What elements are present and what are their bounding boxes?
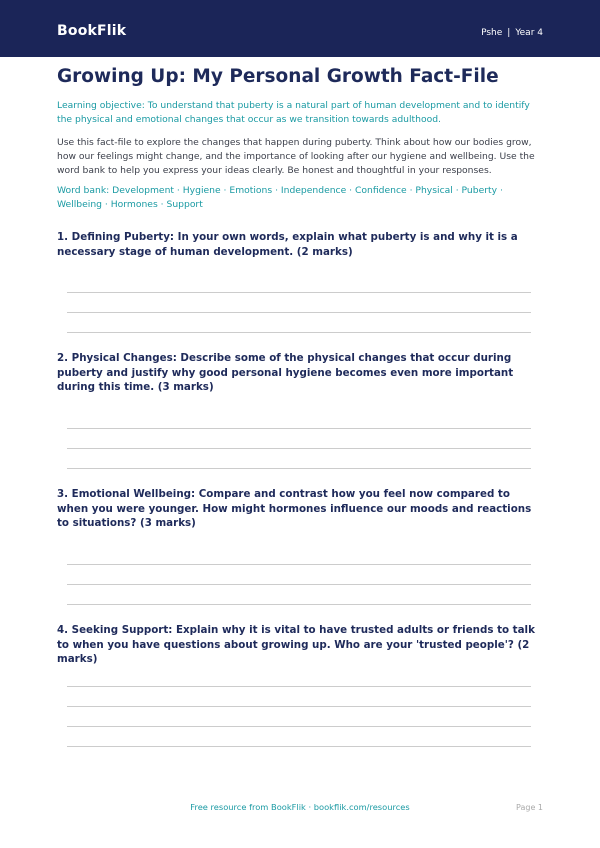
answer-line[interactable] <box>67 448 531 449</box>
brand-logo: BookFlik <box>57 23 127 39</box>
question-3: 3. Emotional Wellbeing: Compare and contrast how you feel now compared to when you were younger. How might hormones influence our moods and reactions to situations? (3 marks) <box>57 488 532 529</box>
answer-line[interactable] <box>67 746 531 747</box>
subject-label: Pshe <box>481 28 503 38</box>
page-title: Growing Up: My Personal Growth Fact-File <box>57 66 499 87</box>
answer-line[interactable] <box>67 468 531 469</box>
answer-line[interactable] <box>67 332 531 333</box>
learning-objective: Learning objective: To understand that puberty is a natural part of human development and to identify the physical and emotional changes that occur as we transition towards adulthood. <box>57 100 530 125</box>
year-label: Year 4 <box>515 28 543 38</box>
subject-year <box>481 28 543 38</box>
answer-line[interactable] <box>67 428 531 429</box>
intro-text: Use this fact-file to explore the changes that happen during puberty. Think about how our bodies grow, how our feelings might change, and the importance of looking after our hygiene and wellbeing. Use the word bank to help you express your ideas clearly. Be honest and thoughtful in your responses. <box>57 137 535 176</box>
word-bank: Word bank: Development · Hygiene · Emotions · Independence · Confidence · Physical · Puberty · Wellbeing · Hormones · Support <box>57 185 503 210</box>
answer-line[interactable] <box>67 604 531 605</box>
question-2: 2. Physical Changes: Describe some of the physical changes that occur during puberty and justify why good personal hygiene becomes even more important during this time. (3 marks) <box>57 352 514 393</box>
page-header <box>0 0 600 57</box>
question-1: 1. Defining Puberty: In your own words, explain what puberty is and why it is a necessary stage of human development. (2 marks) <box>57 231 518 258</box>
answer-line[interactable] <box>67 292 531 293</box>
footer-credit: Free resource from BookFlik · bookflik.com/resources <box>190 802 410 812</box>
question-4: 4. Seeking Support: Explain why it is vital to have trusted adults or friends to talk to when you have questions about growing up. Who are your 'trusted people'? (2 marks) <box>57 624 535 665</box>
answer-line[interactable] <box>67 584 531 585</box>
meta-separator: | <box>507 28 511 38</box>
page-number: Page 1 <box>516 803 543 812</box>
answer-line[interactable] <box>67 564 531 565</box>
answer-line[interactable] <box>67 686 531 687</box>
answer-line[interactable] <box>67 706 531 707</box>
answer-line[interactable] <box>67 726 531 727</box>
answer-line[interactable] <box>67 312 531 313</box>
